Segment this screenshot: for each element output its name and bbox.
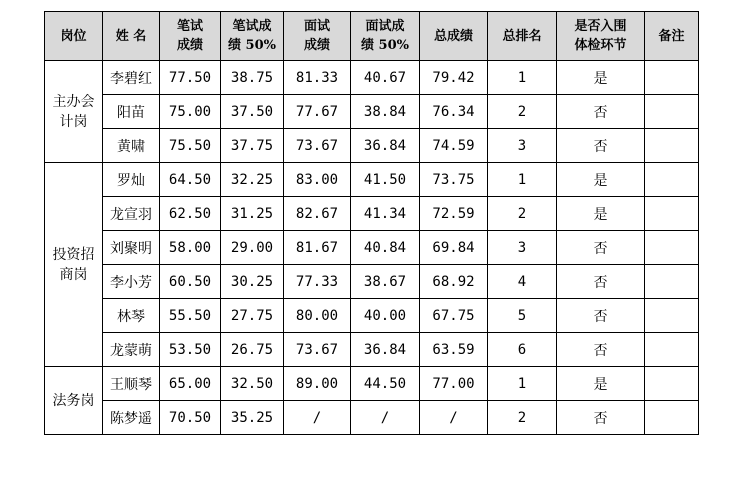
written-score-cell: 75.50 <box>160 129 221 163</box>
interview-score-cell: 77.67 <box>284 95 351 129</box>
name-cell: 陈梦遥 <box>103 401 160 435</box>
remark-cell <box>645 265 699 299</box>
rank-cell: 3 <box>488 231 557 265</box>
written-score-cell: 58.00 <box>160 231 221 265</box>
total-score-cell: 69.84 <box>420 231 488 265</box>
interview-score-cell: 73.67 <box>284 333 351 367</box>
total-score-cell: 73.75 <box>420 163 488 197</box>
written-50-cell: 35.25 <box>221 401 284 435</box>
physical-exam-cell: 是 <box>557 163 645 197</box>
interview-50-cell: 36.84 <box>351 333 420 367</box>
interview-50-cell: 38.84 <box>351 95 420 129</box>
header-position: 岗位 <box>45 12 103 61</box>
physical-exam-cell: 是 <box>557 197 645 231</box>
position-group-cell <box>45 163 103 367</box>
total-score-cell: 68.92 <box>420 265 488 299</box>
interview-50-cell: 40.67 <box>351 61 420 95</box>
written-score-cell: 75.00 <box>160 95 221 129</box>
interview-50-cell: 40.84 <box>351 231 420 265</box>
table-row <box>45 231 699 265</box>
written-50-cell: 26.75 <box>221 333 284 367</box>
written-score-cell: 60.50 <box>160 265 221 299</box>
written-score-cell: 53.50 <box>160 333 221 367</box>
rank-cell: 1 <box>488 367 557 401</box>
name-cell: 林琴 <box>103 299 160 333</box>
name-cell: 李碧红 <box>103 61 160 95</box>
written-50-cell: 27.75 <box>221 299 284 333</box>
remark-cell <box>645 401 699 435</box>
interview-score-cell: 83.00 <box>284 163 351 197</box>
rank-cell: 1 <box>488 163 557 197</box>
interview-score-cell: 81.67 <box>284 231 351 265</box>
interview-score-cell: 81.33 <box>284 61 351 95</box>
header-interview-50: 面试成 绩 50% <box>351 12 420 61</box>
table-body <box>45 61 699 435</box>
physical-exam-cell: 否 <box>557 129 645 163</box>
results-table <box>44 11 699 435</box>
rank-cell: 2 <box>488 401 557 435</box>
header-name: 姓 名 <box>103 12 160 61</box>
remark-cell <box>645 367 699 401</box>
written-50-cell: 37.75 <box>221 129 284 163</box>
interview-score-cell: 80.00 <box>284 299 351 333</box>
physical-exam-cell: 是 <box>557 61 645 95</box>
table-row <box>45 61 699 95</box>
written-score-cell: 77.50 <box>160 61 221 95</box>
rank-cell: 5 <box>488 299 557 333</box>
table-row <box>45 197 699 231</box>
rank-cell: 2 <box>488 197 557 231</box>
table-row <box>45 299 699 333</box>
remark-cell <box>645 163 699 197</box>
interview-50-cell: 38.67 <box>351 265 420 299</box>
name-cell: 龙宣羽 <box>103 197 160 231</box>
header-written-score: 笔试 成绩 <box>160 12 221 61</box>
physical-exam-cell: 否 <box>557 265 645 299</box>
interview-50-cell: / <box>351 401 420 435</box>
remark-cell <box>645 95 699 129</box>
table-row <box>45 367 699 401</box>
total-score-cell: 72.59 <box>420 197 488 231</box>
written-50-cell: 29.00 <box>221 231 284 265</box>
remark-cell <box>645 333 699 367</box>
remark-cell <box>645 299 699 333</box>
total-score-cell: 63.59 <box>420 333 488 367</box>
total-score-cell: 67.75 <box>420 299 488 333</box>
interview-score-cell: 82.67 <box>284 197 351 231</box>
written-score-cell: 65.00 <box>160 367 221 401</box>
total-score-cell: 74.59 <box>420 129 488 163</box>
interview-score-cell: 77.33 <box>284 265 351 299</box>
interview-50-cell: 40.00 <box>351 299 420 333</box>
name-cell: 王顺琴 <box>103 367 160 401</box>
rank-cell: 4 <box>488 265 557 299</box>
position-group-label: 投资招商岗 <box>52 246 95 283</box>
name-cell: 龙蒙萌 <box>103 333 160 367</box>
name-cell: 刘聚明 <box>103 231 160 265</box>
total-score-cell: 77.00 <box>420 367 488 401</box>
remark-cell <box>645 61 699 95</box>
position-group-cell <box>45 367 103 435</box>
interview-50-cell: 41.34 <box>351 197 420 231</box>
interview-50-cell: 41.50 <box>351 163 420 197</box>
table-header <box>45 12 699 61</box>
written-score-cell: 64.50 <box>160 163 221 197</box>
header-interview-score: 面试 成绩 <box>284 12 351 61</box>
name-cell: 阳苗 <box>103 95 160 129</box>
table-row <box>45 265 699 299</box>
rank-cell: 3 <box>488 129 557 163</box>
remark-cell <box>645 231 699 265</box>
written-score-cell: 55.50 <box>160 299 221 333</box>
position-group-cell <box>45 61 103 163</box>
interview-50-cell: 36.84 <box>351 129 420 163</box>
total-score-cell: 79.42 <box>420 61 488 95</box>
physical-exam-cell: 否 <box>557 299 645 333</box>
header-written-50: 笔试成 绩 50% <box>221 12 284 61</box>
position-group-label: 法务岗 <box>52 392 95 409</box>
header-physical-exam: 是否入围 体检环节 <box>557 12 645 61</box>
table-row <box>45 333 699 367</box>
written-50-cell: 38.75 <box>221 61 284 95</box>
written-50-cell: 32.25 <box>221 163 284 197</box>
written-50-cell: 31.25 <box>221 197 284 231</box>
table-row <box>45 95 699 129</box>
written-score-cell: 70.50 <box>160 401 221 435</box>
interview-score-cell: 73.67 <box>284 129 351 163</box>
rank-cell: 1 <box>488 61 557 95</box>
header-rank: 总排名 <box>488 12 557 61</box>
name-cell: 黄啸 <box>103 129 160 163</box>
remark-cell <box>645 197 699 231</box>
header-remark: 备注 <box>645 12 699 61</box>
rank-cell: 6 <box>488 333 557 367</box>
written-score-cell: 62.50 <box>160 197 221 231</box>
written-50-cell: 37.50 <box>221 95 284 129</box>
table-row <box>45 401 699 435</box>
physical-exam-cell: 是 <box>557 367 645 401</box>
remark-cell <box>645 129 699 163</box>
name-cell: 罗灿 <box>103 163 160 197</box>
physical-exam-cell: 否 <box>557 95 645 129</box>
name-cell: 李小芳 <box>103 265 160 299</box>
total-score-cell: / <box>420 401 488 435</box>
interview-score-cell: / <box>284 401 351 435</box>
physical-exam-cell: 否 <box>557 231 645 265</box>
table-row <box>45 129 699 163</box>
position-group-label: 主办会计岗 <box>52 93 95 130</box>
written-50-cell: 32.50 <box>221 367 284 401</box>
written-50-cell: 30.25 <box>221 265 284 299</box>
interview-score-cell: 89.00 <box>284 367 351 401</box>
physical-exam-cell: 否 <box>557 401 645 435</box>
interview-50-cell: 44.50 <box>351 367 420 401</box>
header-row <box>45 12 699 61</box>
header-total: 总成绩 <box>420 12 488 61</box>
total-score-cell: 76.34 <box>420 95 488 129</box>
physical-exam-cell: 否 <box>557 333 645 367</box>
rank-cell: 2 <box>488 95 557 129</box>
table-row <box>45 163 699 197</box>
